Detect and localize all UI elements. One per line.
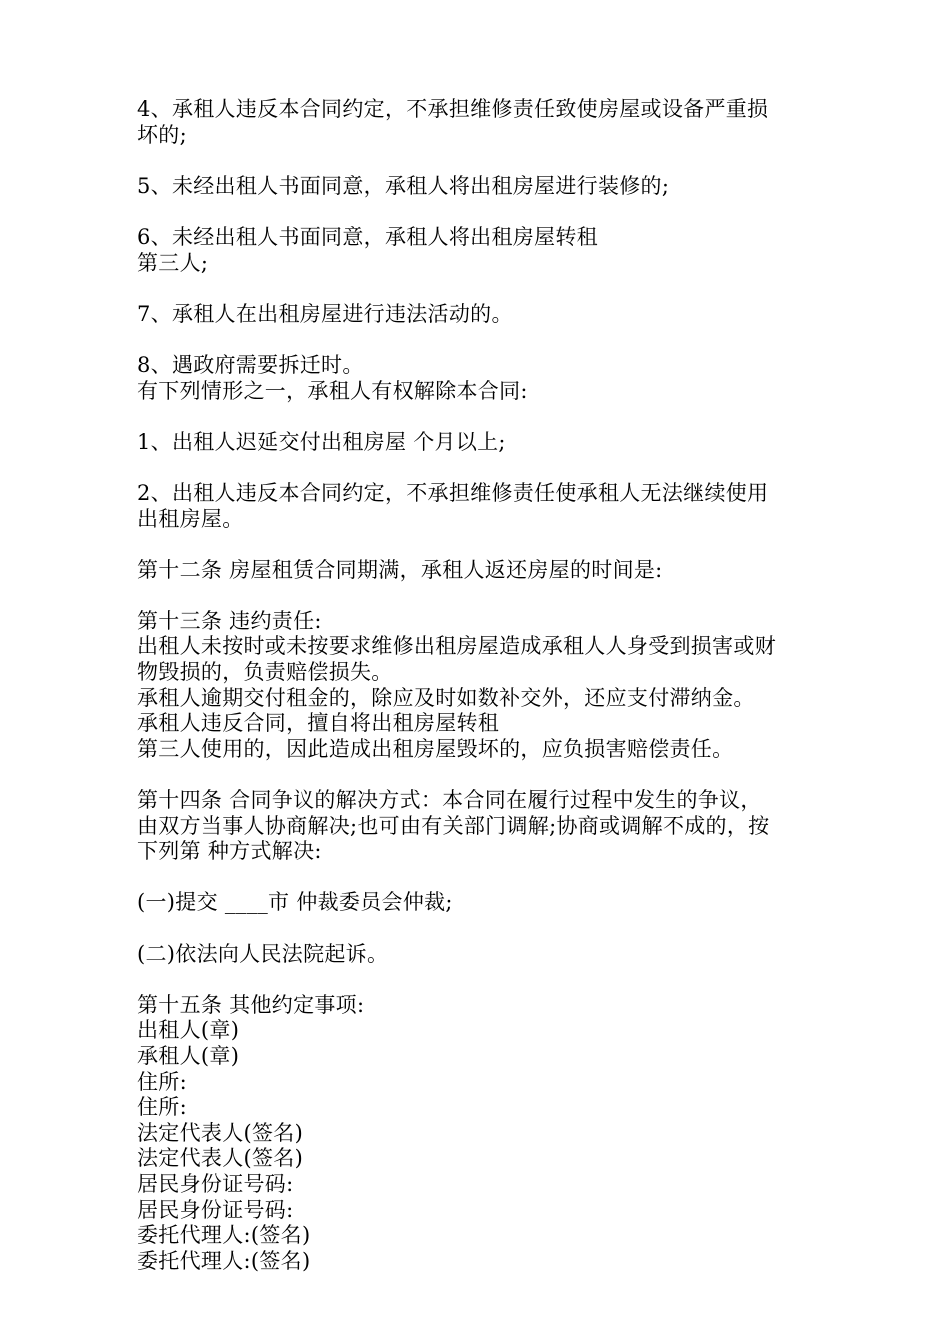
document-body <box>137 97 817 1274</box>
document-paragraph <box>137 302 817 328</box>
document-paragraph <box>137 993 817 1275</box>
document-paragraph <box>137 942 817 968</box>
document-paragraph <box>137 174 817 200</box>
text-line: 委托代理人:(签名) <box>137 1223 311 1248</box>
text-line: 4、承租人违反本合同约定，不承担维修责任致使房屋或设备严重损 <box>137 97 769 121</box>
text-line: 第十四条 合同争议的解决方式：本合同在履行过程中发生的争议， <box>137 788 762 813</box>
text-line: 承租人违反合同，擅自将出租房屋转租 <box>137 711 500 736</box>
text-line: 1、出租人迟延交付出租房屋 个月以上; <box>137 429 506 454</box>
text-line: 2、出租人违反本合同约定，不承担维修责任使承租人无法继续使用 <box>137 480 769 505</box>
document-paragraph <box>137 97 817 148</box>
text-line: 出租人(章) <box>137 1018 240 1043</box>
document-paragraph <box>137 609 817 763</box>
document-paragraph <box>137 890 817 916</box>
text-line: 物毁损的，负责赔偿损失。 <box>137 660 393 685</box>
document-paragraph <box>137 353 817 404</box>
text-line: 法定代表人(签名) <box>137 1120 304 1145</box>
text-line: 7、承租人在出租房屋进行违法活动的。 <box>137 301 513 326</box>
text-line: 第十二条 房屋租赁合同期满，承租人返还房屋的时间是: <box>137 557 663 582</box>
text-line: 第三人使用的，因此造成出租房屋毁坏的，应负损害赔偿责任。 <box>137 736 734 761</box>
text-line: 由双方当事人协商解决;也可由有关部门调解;协商或调解不成的，按 <box>137 813 770 838</box>
text-line: 住所: <box>137 1095 187 1120</box>
text-line: 出租人未按时或未按要求维修出租房屋造成承租人人身受到损害或财 <box>137 634 776 659</box>
text-line: 8、遇政府需要拆迁时。 <box>137 352 364 377</box>
text-line: 出租房屋。 <box>137 506 244 531</box>
text-line: 住所: <box>137 1069 187 1094</box>
text-line: 居民身份证号码: <box>137 1197 294 1222</box>
text-line: 承租人逾期交付租金的，除应及时如数补交外，还应支付滞纳金。 <box>137 685 755 710</box>
text-line: 坏的; <box>137 122 187 147</box>
document-paragraph <box>137 225 817 276</box>
text-line: 承租人(章) <box>137 1043 240 1068</box>
text-line: 第十三条 违约责任: <box>137 608 322 633</box>
text-line: 5、未经出租人书面同意，承租人将出租房屋进行装修的; <box>137 173 670 198</box>
text-line: 委托代理人:(签名) <box>137 1248 311 1273</box>
text-line: (一)提交 ____市 仲裁委员会仲裁; <box>137 890 453 915</box>
document-paragraph <box>137 481 817 532</box>
text-line: 第三人; <box>137 250 209 275</box>
text-line: 有下列情形之一，承租人有权解除本合同: <box>137 378 528 403</box>
text-line: 下列第 种方式解决: <box>137 839 322 864</box>
document-paragraph <box>137 788 817 865</box>
text-line: (二)依法向人民法院起诉。 <box>137 941 389 966</box>
text-line: 第十五条 其他约定事项: <box>137 992 365 1017</box>
document-paragraph <box>137 558 817 584</box>
text-line: 法定代表人(签名) <box>137 1146 304 1171</box>
text-line: 6、未经出租人书面同意，承租人将出租房屋转租 <box>137 224 598 249</box>
text-line: 居民身份证号码: <box>137 1171 294 1196</box>
document-paragraph <box>137 430 817 456</box>
